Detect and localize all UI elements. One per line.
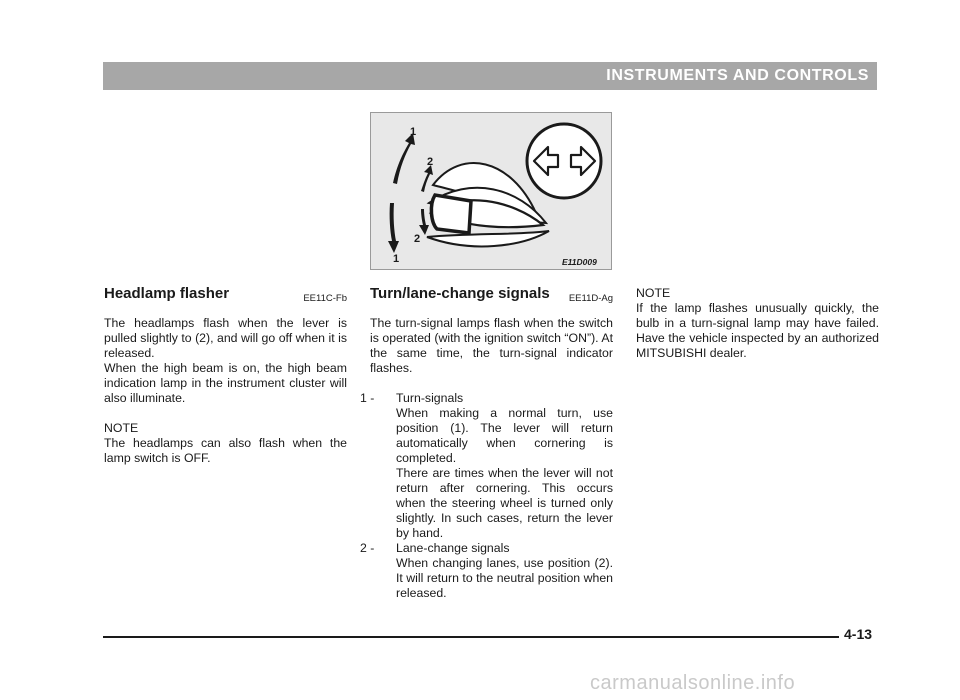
figure-label-1-bottom: 1 (393, 253, 400, 265)
section-header (103, 62, 877, 90)
list-number-2: 2 - (360, 541, 375, 555)
lever-diagram (371, 113, 612, 270)
turn-signals-section (360, 285, 613, 601)
position-labels (393, 126, 433, 265)
figure-label-2-bottom: 2 (414, 233, 421, 245)
figure-label-1-top: 1 (410, 126, 417, 138)
page-number: 4-13 (844, 626, 873, 642)
turn-signals-intro: The turn-signal lamps flash when the switch is operated (with the ignition switch “ON”). At the same time, the turn-signal indicator flashes. (370, 316, 613, 375)
figure-label-2-top: 2 (427, 156, 434, 168)
turn-signal-lever-illustration (370, 112, 612, 270)
list-item-turn-signals (360, 391, 613, 541)
turn-indicator-symbol (527, 124, 601, 198)
list-label-turn-signals: Turn-signals (396, 391, 464, 405)
list-label-lane-change: Lane-change signals (396, 541, 510, 555)
note-section (636, 286, 879, 361)
figure-code: E11D009 (562, 257, 597, 267)
direction-arrows (388, 133, 433, 253)
headlamp-flasher-heading: Headlamp flasher (104, 285, 230, 302)
headlamp-note-text: The headlamps can also flash when the lamp switch is OFF. (104, 436, 347, 465)
headlamp-flasher-code: EE11C-Fb (303, 293, 347, 304)
turn-signals-text-2: There are times when the lever will not return after cornering. This occurs when the steering wheel is turned only slightly. In such cases, return the lever by hand. (396, 466, 613, 540)
headlamp-paragraph-1: The headlamps flash when the lever is pulled slightly to (2), and will go off when it is released. (104, 316, 347, 360)
note-text: If the lamp flashes unusually quickly, the bulb in a turn-signal lamp may have failed. Have the vehicle inspected by an authorized MITSUBISHI dealer. (636, 301, 879, 360)
footer-rule (103, 636, 839, 638)
section-title: INSTRUMENTS AND CONTROLS (606, 67, 869, 84)
turn-signals-code: EE11D-Ag (568, 293, 613, 304)
turn-signals-heading: Turn/lane-change signals (370, 285, 550, 302)
list-item-lane-change (360, 541, 613, 601)
list-number-1: 1 - (360, 391, 375, 405)
watermark: carmanualsonline.info (590, 672, 796, 694)
note-label: NOTE (636, 286, 671, 300)
lane-change-text: When changing lanes, use position (2). It will return to the neutral position when released. (396, 556, 613, 600)
turn-signals-text-1: When making a normal turn, use position (1). The lever will return automatically when cornering is completed. (396, 406, 613, 465)
headlamp-note-label: NOTE (104, 421, 139, 435)
headlamp-flasher-section (104, 286, 347, 466)
headlamp-paragraph-2: When the high beam is on, the high beam indication lamp in the instrument cluster will also illuminate. (104, 361, 347, 405)
